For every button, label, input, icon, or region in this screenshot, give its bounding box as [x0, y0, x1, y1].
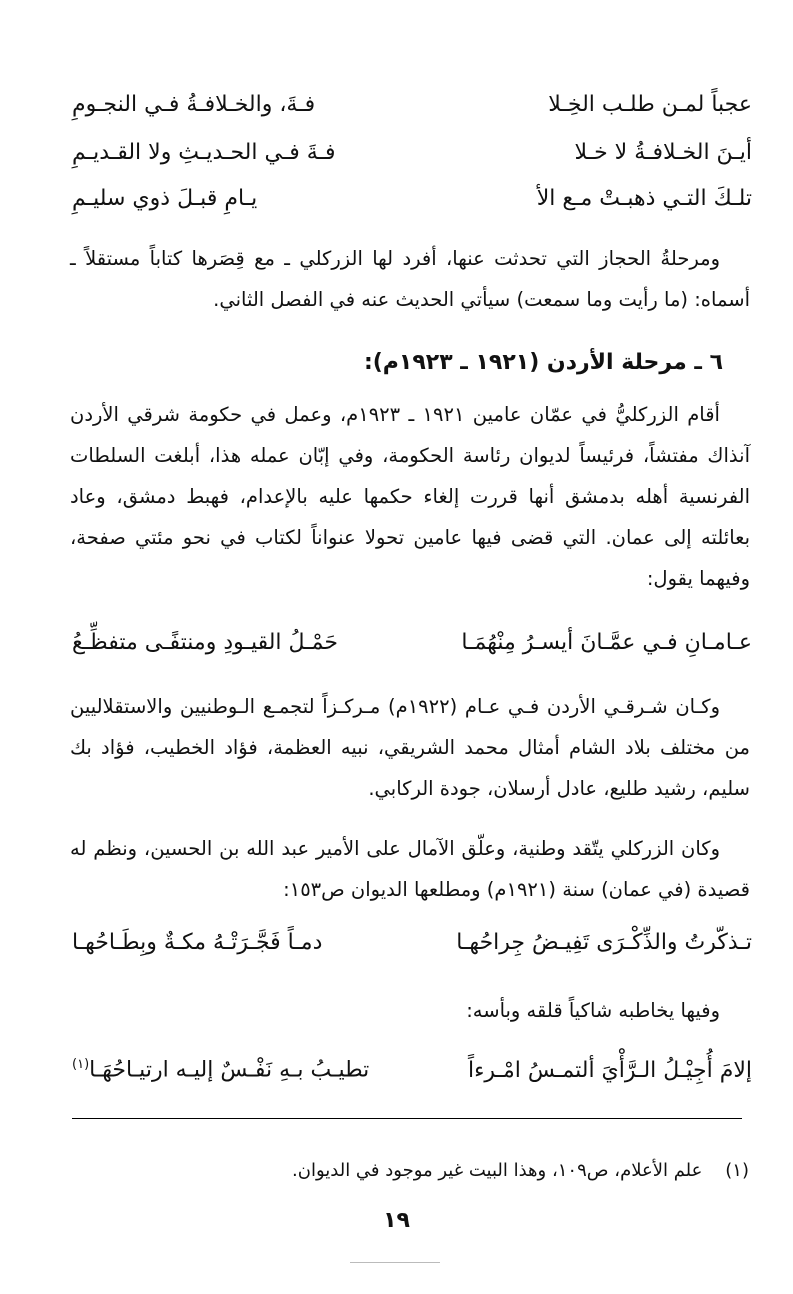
footnote-marker: (١): [72, 1057, 90, 1073]
verse-left-hemistich: حَمْـلُ القيـودِ ومنتفًـى متفظِّـعُ: [72, 629, 338, 655]
bottom-divider: [350, 1262, 440, 1263]
paragraph-poem-intro: وكان الزركلي يتّقد وطنية، وعلّق الآمال على الأمير عبد الله بن الحسين، ونظم له قصيدة (في عمان) سنة (١٩٢١م) ومطلعها الديوان ص١٥٣:: [70, 837, 750, 901]
verse-left-hemistich: فـةَ، والخـلافـةُ فـي النجـومِ: [72, 91, 316, 117]
footnote-number: (١): [725, 1160, 749, 1181]
verse-right-hemistich: عجباً لمـن طلـب الخِـلا: [548, 91, 752, 117]
verse-right-hemistich: عـامـانِ فـي عمَّـانَ أيسـرُ مِنْهُمَـا: [461, 629, 752, 655]
paragraph-complaint: وفيها يخاطبه شاكياً قلقه وبأسه:: [466, 999, 720, 1022]
footnote-separator: [72, 1118, 742, 1119]
paragraph-amman: أقام الزركليُّ في عمّان عامين ١٩٢١ ـ ١٩٢٣م، وعمل في حكومة شرقي الأردن آنذاك مفتشاً، فرئيساً لديوان رئاسة الحكومة، وفي إبّان عمله هذا، أبلغت السلطات الفرنسية أهله بدمشق أنها قررت إلغاء حكمها عليه بالإعدام، فهبط دمشق، وعاد بعائلته إلى عمان. التي قضى فيها عامين تحولا عنواناً لكتاب في نحو مئتي صفحة، وفيهما يقول:: [70, 403, 750, 590]
verse-line: [72, 176, 752, 220]
verse-left-hemistich: فـةَ فـي الحـديـثِ ولا القـديـمِ: [72, 139, 336, 165]
footnote-text: علم الأعلام، ص١٠٩، وهذا البيت غير موجود في الديوان.: [292, 1160, 703, 1181]
verse-right-hemistich: تـذكّرتُ والذِّكْـرَى تَفِيـضُ جِراحُهـا: [456, 929, 752, 955]
verse-left-hemistich: تطيـبُ بـهِ نَفْـسٌ إليـه ارتيـاحُهَـا$^{(١)}$: [72, 1057, 370, 1083]
verse-line: [72, 920, 752, 964]
verse-line: [72, 1048, 752, 1092]
verse-line: [72, 130, 752, 174]
verse-right-hemistich: إلامَ أُجِيْـلُ الـرَّأْيَ ألتمـسُ امْـرءاً: [467, 1057, 752, 1083]
verse-right-hemistich: تلـكَ التـي ذهبـتْ مـع الأ: [536, 185, 752, 211]
verse-left-hemistich: دمـاً فَجَّـرَتْـهُ مكـةٌ وبِطَـاحُهـا: [72, 929, 323, 955]
section-heading: ٦ ـ مرحلة الأردن (١٩٢١ ـ ١٩٢٣م):: [363, 350, 723, 375]
paragraph-nationalists: وكـان شـرقـي الأردن فـي عـام (١٩٢٢م) مـركـزاً لتجمـع الـوطنيين والاستقلاليين من مختلف بلاد الشام أمثال محمد الشريقي، نبيه العظمة، فؤاد الخطيب، فؤاد بك سليم، رشيد طليع، عادل أرسلان، جودة الركابي.: [70, 695, 750, 800]
paragraph-hijaz: ومرحلةُ الحجاز التي تحدثت عنها، أفرد لها الزركلي ـ مع قِصَرها كتاباً مستقلاً ـ أسماه: (ما رأيت وما سمعت) سيأتي الحديث عنه في الفصل الثاني.: [70, 247, 750, 311]
footnote: [292, 1160, 749, 1181]
verse-left-hemistich: يـامِ قبـلَ ذوي سليـمِ: [72, 185, 258, 211]
verse-line: [72, 620, 752, 664]
page-number: ١٩: [383, 1208, 410, 1233]
verse-right-hemistich: أيـنَ الخـلافـةُ لا خـلا: [574, 139, 752, 165]
verse-line: [72, 82, 752, 126]
